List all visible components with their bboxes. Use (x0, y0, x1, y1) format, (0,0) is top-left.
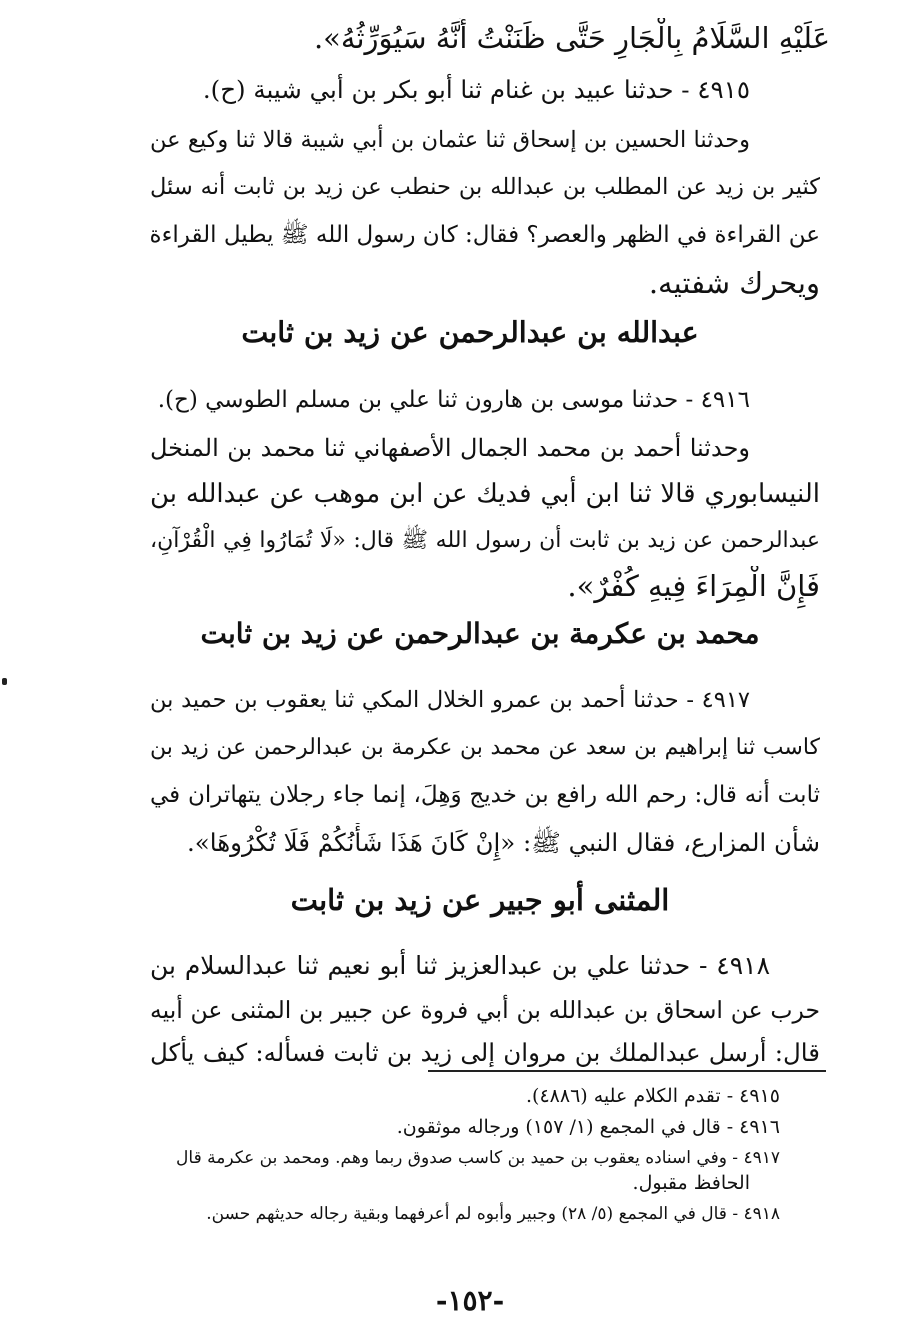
footnote: ٤٩١٧ - وفي اسناده يعقوب بن حميد بن كاسب صدوق ربما وهم. ومحمد بن عكرمة قال (176, 1148, 780, 1168)
footnote: ٤٩١٥ - تقدم الكلام عليه (٤٨٨٦). (526, 1085, 780, 1107)
text-line: ثابت أنه قال: رحم الله رافع بن خديج وَهِلَ، إنما جاء رجلان يتهاتران في (150, 782, 820, 808)
text-line: ٤٩١٦ - حدثنا موسى بن هارون ثنا علي بن مسلم الطوسي (ح). (157, 387, 750, 413)
text-line: شأن المزارع، فقال النبي ﷺ: «إِنْ كَانَ هَذَا شَأْنُكُمْ فَلَا تُكْرُوهَا». (186, 828, 820, 857)
text-line: وحدثنا الحسين بن إسحاق ثنا عثمان بن أبي شيبة قالا ثنا وكيع عن (150, 127, 750, 153)
text-line: ويحرك شفتيه. (648, 266, 820, 300)
text-line: عَلَيْهِ السَّلَامُ بِالْجَارِ حَتَّى ظَنَنْتُ أَنَّهُ سَيُوَرِّثُهُ». (313, 21, 830, 55)
text-line: النيسابوري قالا ثنا ابن أبي فديك عن ابن موهب عن عبدالله بن (150, 479, 820, 509)
section-heading: عبدالله بن عبدالرحمن عن زيد بن ثابت (241, 315, 699, 349)
text-line: عن القراءة في الظهر والعصر؟ فقال: كان رسول الله ﷺ يطيل القراءة (150, 222, 820, 248)
text-line: كاسب ثنا إبراهيم بن سعد عن محمد بن عكرمة بن عبدالرحمن عن زيد بن (150, 735, 820, 760)
text-line: كثير بن زيد عن المطلب بن عبدالله بن حنطب عن زيد بن ثابت أنه سئل (150, 174, 820, 200)
footnote: ٤٩١٨ - قال في المجمع (٥/ ٢٨) وجبير وأبوه لم أعرفهما وبقية رجاله حديثهم حسن. (206, 1204, 780, 1224)
footnote-separator (428, 1070, 826, 1072)
section-heading: المثنى أبو جبير عن زيد بن ثابت (290, 883, 670, 917)
section-heading: محمد بن عكرمة بن عبدالرحمن عن زيد بن ثابت (200, 617, 760, 650)
footnote: ٤٩١٦ - قال في المجمع (١/ ١٥٧) ورجاله موثقون. (396, 1116, 780, 1138)
footnote: الحافظ مقبول. (632, 1172, 750, 1194)
text-line: ٤٩١٧ - حدثنا أحمد بن عمرو الخلال المكي ثنا يعقوب بن حميد بن (150, 687, 750, 713)
text-line: ٤٩١٨ - حدثنا علي بن عبدالعزيز ثنا أبو نعيم ثنا عبدالسلام بن (150, 951, 770, 980)
text-line: وحدثنا أحمد بن محمد الجمال الأصفهاني ثنا محمد بن المنخل (150, 434, 750, 462)
text-line: عبدالرحمن عن زيد بن ثابت أن رسول الله ﷺ قال: «لَا تُمَارُوا فِي الْقُرْآنِ، (150, 528, 820, 553)
scan-speck (2, 678, 7, 685)
text-line: فَإِنَّ الْمِرَاءَ فِيهِ كُفْرٌ». (567, 569, 820, 603)
text-line: ٤٩١٥ - حدثنا عبيد بن غنام ثنا أبو بكر بن أبي شيبة (ح). (202, 75, 750, 104)
text-line: قال: أرسل عبدالملك بن مروان إلى زيد بن ثابت فسأله: كيف يأكل (150, 1038, 820, 1067)
page-number: -١٥٢- (435, 1284, 505, 1317)
text-line: حرب عن اسحاق بن عبدالله بن أبي فروة عن جبير بن المثنى عن أبيه (150, 996, 820, 1024)
